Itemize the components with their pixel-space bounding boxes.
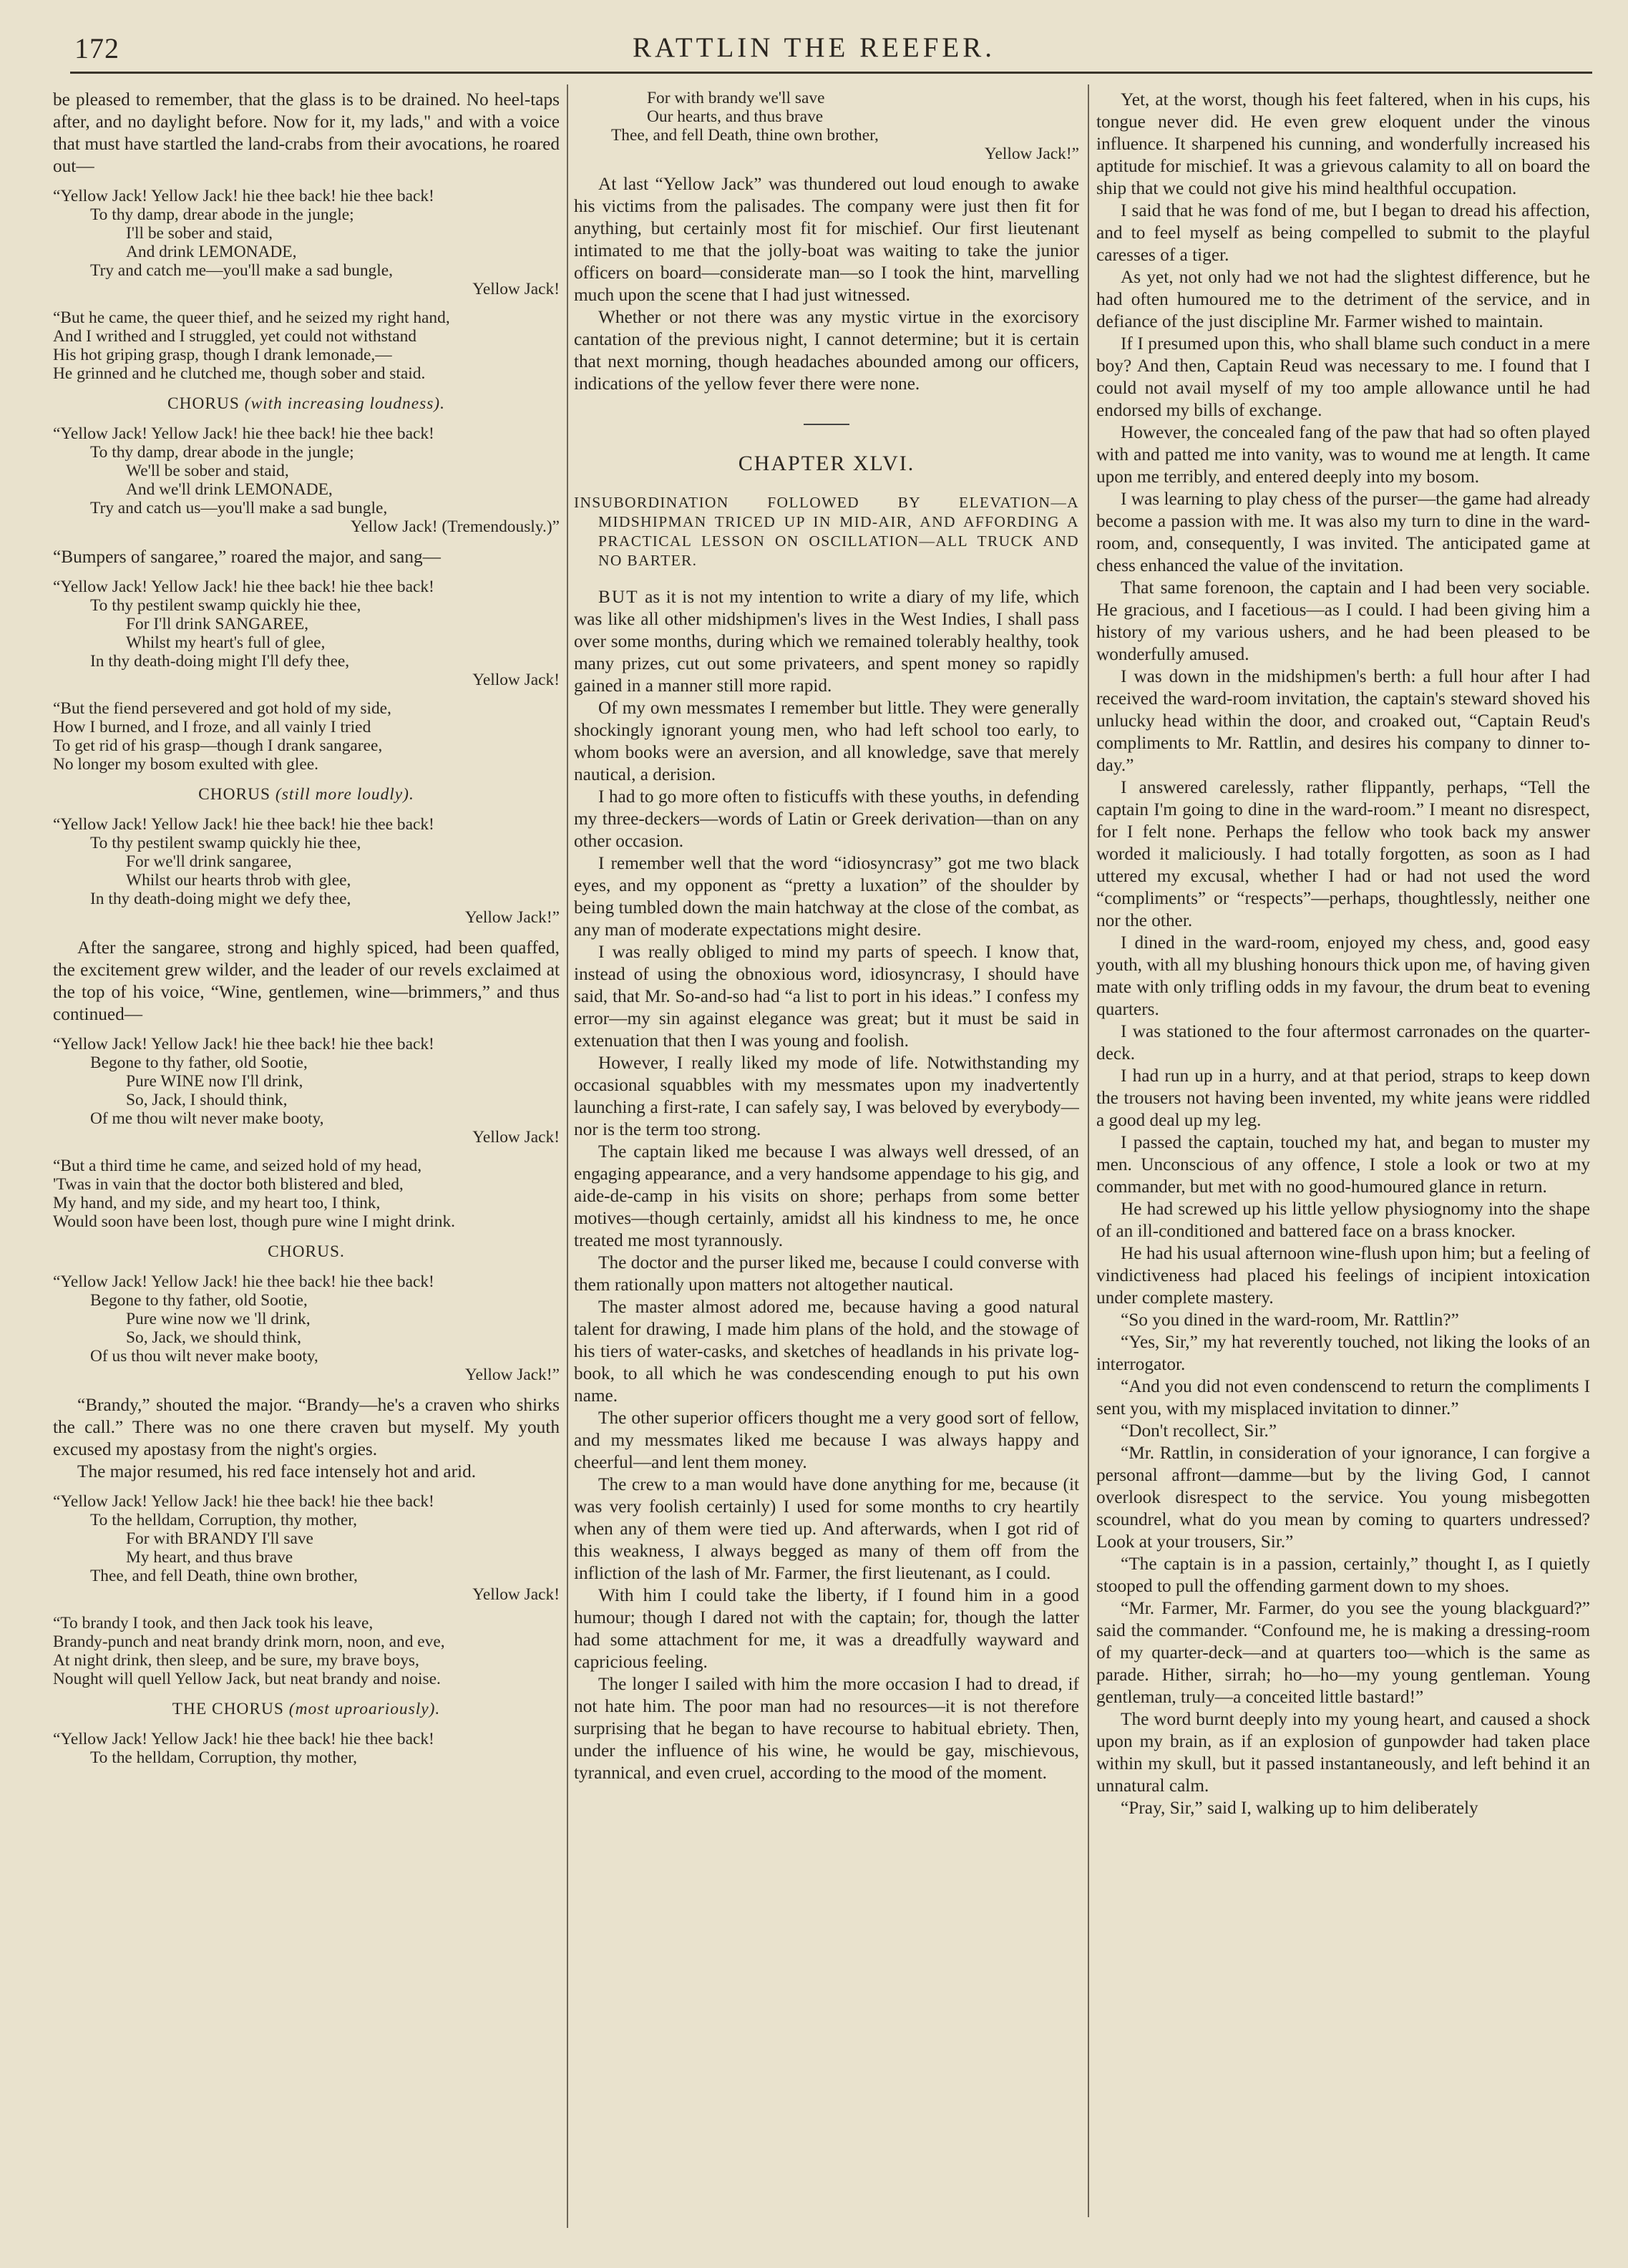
paragraph: The other superior officers thought me a very good sort of fellow, and my messmates liked me because I was always happy and cheerful—and lent them money. [574, 1408, 1079, 1472]
verse-line: Yellow Jack!” [984, 145, 1079, 163]
verse-line: Whilst our hearts throb with glee, [126, 871, 351, 890]
verse-line: “But he came, the queer thief, and he seized my right hand, [53, 308, 450, 327]
verse-line: Thee, and fell Death, thine own brother, [611, 126, 879, 145]
paragraph: The master almost adored me, because having a good natural talent for drawing, I made him plans of the hold, and the stowage of his tiers of water-casks, and sketches of headlands in his private log-book, to all which he was condescending enough to put his own name. [574, 1297, 1079, 1406]
paragraph: I had to go more often to fisticuffs with these youths, in defending my three-deckers—words of Latin or Greek derivation—than on any other occasion. [574, 787, 1079, 851]
paragraph: “The captain is in a passion, certainly,” thought I, as I quietly stooped to pull the offending garment down to my shoes. [1096, 1554, 1590, 1596]
drop-word: BUT [598, 587, 639, 607]
verse-line: For with brandy we'll save [647, 89, 825, 107]
paragraph: “Mr. Rattlin, in consideration of your ignorance, I can forgive a personal affront—damme—but by the living God, I cannot overlook disrespect to the service. You young misbegotten scoundrel, what do you mean by coming to quarters undressed? Look at your trousers, Sir.” [1096, 1443, 1590, 1552]
paragraph: He had his usual afternoon wine-flush upon him; but a feeling of vindictiveness had placed his feelings of incipient intoxication under complete mastery. [1096, 1243, 1590, 1308]
verse-line: To thy damp, drear abode in the jungle; [90, 205, 354, 224]
paragraph: I answered carelessly, rather flippantly, perhaps, “Tell the captain I'm going to dine in the ward-room.” I meant no disrespect, for I felt none. Perhaps the fellow who took back my answer worded it maliciously. I had totally forgotten, as soon as I had uttered my excusal, whether I had or had not used the word “compliments” or “respects”—perhaps, thoughtlessly, neither one nor the other. [1096, 777, 1590, 930]
verse-line: He grinned and he clutched me, though sober and staid. [53, 364, 426, 383]
song-verse [53, 424, 560, 536]
verse-line: So, Jack, I should think, [126, 1091, 288, 1109]
paragraph: I remember well that the word “idiosyncrasy” got me two black eyes, and my opponent as “pretty a luxation” of the shoulder by being tumbled down the main hatchway at the close of the combat, as any man of moderate expectations might desire. [574, 853, 1079, 940]
verse-line: I'll be sober and staid, [126, 224, 273, 243]
verse-line: Yellow Jack!” [464, 908, 560, 927]
verse-line: How I burned, and I froze, and all vainly I tried [53, 718, 371, 736]
paragraph: He had screwed up his little yellow physiognomy into the shape of an ill-conditioned and battered face on a brass knocker. [1096, 1199, 1590, 1241]
song-verse [53, 1492, 560, 1604]
paragraph: The major resumed, his red face intensely hot and arid. [77, 1461, 477, 1481]
verse-line: Yellow Jack! [472, 280, 560, 298]
verse-line: “Yellow Jack! Yellow Jack! hie thee back! hie thee back! [53, 1730, 434, 1748]
paragraph: If I presumed upon this, who shall blame such conduct in a mere boy? And then, Captain Reud was necessary to me. I found that I could not avail myself of my too ample allowance until he had endorsed my bills of exchange. [1096, 334, 1590, 420]
chorus-heading [53, 1241, 560, 1263]
paragraph: At last “Yellow Jack” was thundered out loud enough to awake his victims from the palisades. The company were just then fit for anything, but certainly most fit for mischief. Our first lieutenant intimated to me that the jolly-boat was waiting to take the junior officers on board—considerate man—so I took the hint, marvelling much upon the scene that I had just witnessed. [574, 174, 1079, 305]
song-verse [53, 578, 560, 689]
paragraph: I said that he was fond of me, but I began to dread his affection, and to feel myself as being compelled to submit to the playful caresses of a tiger. [1096, 200, 1590, 265]
verse-line: Brandy-punch and neat brandy drink morn, noon, and eve, [53, 1632, 445, 1651]
verse-line: Pure wine now we 'll drink, [126, 1310, 311, 1328]
verse-line: “Yellow Jack! Yellow Jack! hie thee back! hie thee back! [53, 187, 434, 205]
verse-line: And I writhed and I struggled, yet could not withstand [53, 327, 417, 346]
verse-line: Begone to thy father, old Sootie, [90, 1053, 308, 1072]
paragraph: “Don't recollect, Sir.” [1121, 1421, 1277, 1441]
song-verse [53, 308, 560, 383]
paragraph: “Bumpers of sangaree,” roared the major, and sang— [53, 547, 441, 567]
paragraph: “Mr. Farmer, Mr. Farmer, do you see the young blackguard?” said the commander. “Confound me, he is making a dressing-room of my quarter-deck—and at quarters too—which is the same as parade. Hither, sirrah; ho—ho—my young gentleman. Young gentleman, truly—a conceited little bastard!” [1096, 1598, 1590, 1707]
chapter-title: CHAPTER XLVI. [738, 452, 915, 475]
paragraph: be pleased to remember, that the glass is to be drained. No heel-taps after, and no daylight before. Now for it, my lads," and with a voice that must have startled the land-crabs from their avocations, he roared out— [53, 89, 560, 176]
paragraph: The captain liked me because I was always well dressed, of an engaging appearance, and a very handsome appendage to his gig, and aide-de-camp in his visits on shore; perhaps from some better motives—though certainly, amidst all his kindness to me, he once treated me most tyrannously. [574, 1142, 1079, 1250]
verse-line: To the helldam, Corruption, thy mother, [90, 1748, 357, 1767]
verse-line: For with BRANDY I'll save [126, 1529, 313, 1548]
paragraph: I had run up in a hurry, and at that period, straps to keep down the trousers not having been invented, my white jeans were riddled a good deal up my leg. [1096, 1066, 1590, 1130]
chorus-direction: (still more loudly). [275, 785, 414, 804]
column-3 [1096, 89, 1590, 2229]
verse-line: Nought will quell Yellow Jack, but neat brandy and noise. [53, 1670, 441, 1688]
verse-line: Yellow Jack! [472, 1128, 560, 1147]
chorus-heading [53, 1698, 560, 1721]
verse-line: Yellow Jack! [472, 1585, 560, 1604]
paragraph: I was down in the midshipmen's berth: a full hour after I had received the ward-room invitation, the captain's steward shoved his unlucky head within the door, and croaked out, “Captain Reud's compliments to Mr. Rattlin, and desires his company to dinner to-day.” [1096, 666, 1590, 775]
column-2 [574, 89, 1079, 2229]
verse-line: To thy damp, drear abode in the jungle; [90, 443, 354, 462]
chorus-label: CHORUS. [268, 1242, 345, 1261]
verse-line: Try and catch me—you'll make a sad bungle, [90, 261, 393, 280]
paragraph: “Pray, Sir,” said I, walking up to him deliberately [1121, 1798, 1478, 1818]
verse-line: His hot griping grasp, though I drank lemonade,— [53, 346, 392, 364]
paragraph: However, the concealed fang of the paw that had so often played with and patted me into vanity, was to wound me at length. It came upon me terribly, and entered deeply into my bosom. [1096, 422, 1590, 487]
verse-line: To thy pestilent swamp quickly hie thee, [90, 834, 361, 852]
chorus-label: CHORUS [198, 785, 271, 804]
column-1 [53, 89, 560, 2229]
verse-line: Yellow Jack! [472, 671, 560, 689]
paragraph: With him I could take the liberty, if I found him in a good humour; though I dared not with the captain; for, though the latter had some attachment for me, it was a dreadfully wayward and capricious feeling. [574, 1585, 1079, 1672]
song-verse [53, 1730, 560, 1767]
song-verse [53, 1035, 560, 1147]
paragraph: After the sangaree, strong and highly spiced, had been quaffed, the excitement grew wilder, and the leader of our revels exclaimed at the top of his voice, “Wine, gentlemen, wine—brimmers,” and thus continued— [53, 938, 560, 1024]
verse-line: “Yellow Jack! Yellow Jack! hie thee back! hie thee back! [53, 1272, 434, 1291]
verse-line: At night drink, then sleep, and be sure, my brave boys, [53, 1651, 419, 1670]
verse-line: “Yellow Jack! Yellow Jack! hie thee back! hie thee back! [53, 424, 434, 443]
paragraph: I was stationed to the four aftermost carronades on the quarter-deck. [1096, 1021, 1590, 1064]
chorus-heading [53, 784, 560, 806]
column-divider-2 [1088, 84, 1089, 2217]
verse-line: Pure WINE now I'll drink, [126, 1072, 303, 1091]
chorus-label: THE CHORUS [172, 1700, 284, 1718]
running-head: RATTLIN THE REEFER. [632, 32, 995, 63]
verse-line: Whilst my heart's full of glee, [126, 633, 326, 652]
song-verse [53, 699, 560, 774]
paragraph: That same forenoon, the captain and I had been very sociable. He gracious, and I facetious—as I could. I had been giving him a history of my various ushers, and he had been pleased to be wonderfully amused. [1096, 578, 1590, 664]
verse-line: Thee, and fell Death, thine own brother, [90, 1567, 358, 1585]
paragraph: “And you did not even condenscend to return the compliments I sent you, with my misplaced invitation to dinner.” [1096, 1376, 1590, 1418]
verse-line: “To brandy I took, and then Jack took his leave, [53, 1614, 374, 1632]
song-verse [53, 1614, 560, 1688]
chorus-direction: (with increasing loudness). [244, 394, 445, 413]
paragraph: Whether or not there was any mystic virtue in the exorcisory cantation of the previous night, I cannot determine; but it is certain that next morning, though headaches abounded among our officers, indications of the yellow fever there were none. [574, 307, 1079, 394]
paragraph: I dined in the ward-room, enjoyed my chess, and, good easy youth, with all my blushing honours thick upon me, of having given mate with only trifling odds in my favour, the drum beat to evening quarters. [1096, 933, 1590, 1019]
verse-line: Of me thou wilt never make booty, [90, 1109, 324, 1128]
chapter-synopsis: INSUBORDINATION FOLLOWED BY ELEVATION—A MIDSHIPMAN TRICED UP IN MID-AIR, AND AFFORDING A PRACTICAL LESSON ON OSCILLATION—ALL TRUCK AND NO BARTER. [574, 494, 1079, 569]
song-verse [53, 815, 560, 927]
paragraph: The word burnt deeply into my young heart, and caused a shock upon my brain, as if an explosion of gunpowder had taken place within my skull, but it passed instantaneously, and left behind it an unnatural calm. [1096, 1709, 1590, 1796]
paragraph: The longer I sailed with him the more occasion I had to dread, if not hate him. The poor man had no resources—it is not therefore surprising that he began to have recourse to habitual ebriety. Then, under the influence of his wine, he would be gay, mischievous, tyrannical, and even cruel, according to the mood of the moment. [574, 1674, 1079, 1783]
page-number: 172 [74, 32, 120, 64]
chorus-label: CHORUS [167, 394, 240, 413]
song-verse [53, 187, 560, 298]
verse-line: Would soon have been lost, though pure wine I might drink. [53, 1212, 456, 1231]
verse-line: “Yellow Jack! Yellow Jack! hie thee back! hie thee back! [53, 815, 434, 834]
paragraph: The doctor and the purser liked me, because I could converse with them rationally upon matters not altogether nautical. [574, 1252, 1079, 1295]
verse-line: Try and catch us—you'll make a sad bungle, [90, 499, 388, 517]
paragraph: I was learning to play chess of the purser—the game had already become a passion with me. It was also my turn to dine in the ward-room, and, consequently, I was invited. The anticipated game at chess enhanced the value of the invitation. [1096, 489, 1590, 575]
paragraph: “Yes, Sir,” my hat reverently touched, not liking the looks of an interrogator. [1096, 1332, 1590, 1374]
paragraph: “Brandy,” shouted the major. “Brandy—he's a craven who shirks the call.” There was no one there craven but myself. My youth excused my apostasy from the night's orgies. [53, 1395, 560, 1459]
verse-line: “Yellow Jack! Yellow Jack! hie thee back! hie thee back! [53, 578, 434, 596]
paragraph-text: as it is not my intention to write a diary of my life, which was like all other midshipmen's lives in the West Indies, I shall pass over some months, during which we remained tolerably healthy, took many prizes, cut out some privateers, and spent money so rapidly gained in a manner still more rapid. [574, 587, 1079, 696]
song-verse [53, 1272, 560, 1384]
verse-line: Yellow Jack!” [464, 1366, 560, 1384]
song-verse [574, 89, 1079, 163]
paragraph: However, I really liked my mode of life. Notwithstanding my occasional squabbles with my messmates upon my inadvertently launching a first-rate, I can safely say, I was beloved by everybody—nor is the term too strong. [574, 1053, 1079, 1139]
verse-line: “But the fiend persevered and got hold of my side, [53, 699, 391, 718]
verse-line: To the helldam, Corruption, thy mother, [90, 1511, 357, 1529]
verse-line: “But a third time he came, and seized hold of my head, [53, 1157, 422, 1175]
verse-line: “Yellow Jack! Yellow Jack! hie thee back! hie thee back! [53, 1492, 434, 1511]
verse-line: For we'll drink sangaree, [126, 852, 292, 871]
verse-line: To get rid of his grasp—though I drank sangaree, [53, 736, 383, 755]
verse-line: “Yellow Jack! Yellow Jack! hie thee back! hie thee back! [53, 1035, 434, 1053]
paragraph: Of my own messmates I remember but little. They were generally shockingly ignorant young men, who had left school too early, to whom books were an aversion, and all knowledge, save that merely nautical, a derision. [574, 698, 1079, 784]
verse-line: My hand, and my side, and my heart too, I think, [53, 1194, 381, 1212]
verse-line: And drink LEMONADE, [126, 243, 297, 261]
paragraph: As yet, not only had we not had the slightest difference, but he had often humoured me to the detriment of the service, and in defiance of the just discipline Mr. Farmer wished to maintain. [1096, 267, 1590, 331]
paragraph: “So you dined in the ward-room, Mr. Rattlin?” [1121, 1310, 1459, 1330]
paragraph: Yet, at the worst, though his feet faltered, when in his cups, his tongue never did. He even grew eloquent under the vinous influence. It sharpened his cunning, and wonderfully increased his aptitude for mischief. It was a grievous calamity to all on board the ship that we could not give his mind healthful occupation. [1096, 89, 1590, 198]
verse-line: 'Twas in vain that the doctor both blistered and bled, [53, 1175, 404, 1194]
verse-line: In thy death-doing might we defy thee, [90, 890, 351, 908]
column-divider-1 [567, 84, 568, 2228]
chorus-heading [53, 393, 560, 415]
verse-line: Of us thou wilt never make booty, [90, 1347, 318, 1366]
verse-line: And we'll drink LEMONADE, [126, 480, 333, 499]
verse-line: For I'll drink SANGAREE, [126, 615, 309, 633]
section-separator [804, 424, 849, 425]
verse-line: We'll be sober and staid, [126, 462, 289, 480]
song-verse [53, 1157, 560, 1231]
verse-line: No longer my bosom exulted with glee. [53, 755, 318, 774]
verse-line: Our hearts, and thus brave [647, 107, 824, 126]
verse-line: Yellow Jack! (Tremendously.)” [350, 517, 560, 536]
verse-line: To thy pestilent swamp quickly hie thee, [90, 596, 361, 615]
verse-line: So, Jack, we should think, [126, 1328, 301, 1347]
paragraph: I passed the captain, touched my hat, and began to muster my men. Unconscious of any offence, I stole a look or two at my commander, but met with no good-humoured glance in return. [1096, 1132, 1590, 1197]
verse-line: Begone to thy father, old Sootie, [90, 1291, 308, 1310]
paragraph [574, 586, 1079, 697]
header-rule [70, 72, 1592, 74]
paragraph: I was really obliged to mind my parts of speech. I know that, instead of using the obnoxious word, idiosyncrasy, I should have said, that Mr. So-and-so had “a list to port in his ideas.” I confess my error—my sin against elegance was great; but it must be said in extenuation that then I was young and foolish. [574, 942, 1079, 1051]
verse-line: My heart, and thus brave [126, 1548, 293, 1567]
paragraph: The crew to a man would have done anything for me, because (it was very foolish certainly) I used for some months to cry heartily when any of them were tied up. And afterwards, when I got rid of this weakness, I always begged as many of them off from the infliction of the lash of Mr. Farmer, the first lieutenant, as I could. [574, 1474, 1079, 1583]
verse-line: In thy death-doing might I'll defy thee, [90, 652, 350, 671]
chorus-direction: (most uproariously). [288, 1700, 441, 1718]
